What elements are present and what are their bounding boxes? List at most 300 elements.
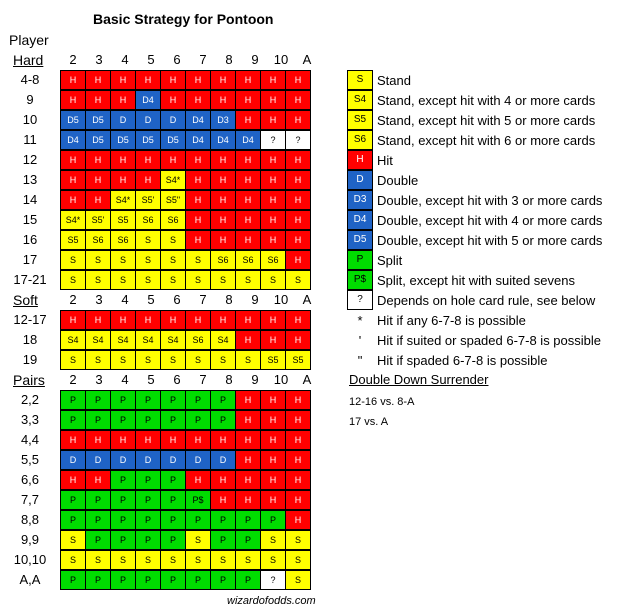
strategy-cell: P bbox=[160, 390, 186, 410]
strategy-cell: S bbox=[235, 350, 261, 370]
strategy-cell: P bbox=[110, 470, 136, 490]
strategy-cell: S bbox=[85, 550, 111, 570]
strategy-cell: S4* bbox=[110, 190, 136, 210]
strategy-cell: P bbox=[85, 530, 111, 550]
strategy-cell: H bbox=[235, 70, 261, 90]
dealer-card-label: 7 bbox=[199, 372, 207, 387]
strategy-cell: H bbox=[260, 230, 286, 250]
legend-swatch: S4 bbox=[347, 90, 373, 110]
strategy-cell: S bbox=[110, 270, 136, 290]
dealer-card-label: 3 bbox=[95, 372, 103, 387]
dealer-card-label: 6 bbox=[173, 372, 181, 387]
strategy-cell: P bbox=[135, 490, 161, 510]
strategy-cell: P bbox=[210, 530, 236, 550]
strategy-cell: S bbox=[60, 350, 86, 370]
player-hand-label: 11 bbox=[23, 132, 37, 147]
strategy-cell: S bbox=[85, 270, 111, 290]
strategy-cell: S bbox=[60, 250, 86, 270]
strategy-cell: H bbox=[85, 430, 111, 450]
strategy-cell: H bbox=[210, 230, 236, 250]
strategy-cell: H bbox=[235, 90, 261, 110]
strategy-row bbox=[60, 230, 310, 249]
strategy-cell: H bbox=[185, 190, 211, 210]
legend-text: Stand, except hit with 4 or more cards bbox=[377, 92, 596, 108]
dealer-card-label: 6 bbox=[173, 292, 181, 307]
strategy-cell: P bbox=[85, 410, 111, 430]
strategy-cell: D bbox=[135, 450, 161, 470]
strategy-cell: H bbox=[110, 430, 136, 450]
strategy-row bbox=[60, 350, 310, 369]
note-item bbox=[347, 350, 548, 370]
strategy-cell: S5 bbox=[60, 230, 86, 250]
strategy-cell: H bbox=[210, 150, 236, 170]
legend-text: Double, except hit with 5 or more cards bbox=[377, 232, 603, 248]
dealer-card-label: 2 bbox=[69, 372, 77, 387]
strategy-cell: P bbox=[135, 510, 161, 530]
soft-section-label: Soft bbox=[13, 292, 38, 308]
strategy-cell: H bbox=[210, 210, 236, 230]
strategy-cell: H bbox=[235, 170, 261, 190]
strategy-cell: P bbox=[60, 490, 86, 510]
strategy-cell: P bbox=[60, 510, 86, 530]
strategy-cell: S bbox=[260, 530, 286, 550]
strategy-cell: S6 bbox=[260, 250, 286, 270]
player-hand-label: A,A bbox=[19, 572, 41, 587]
strategy-row bbox=[60, 490, 310, 509]
note-item bbox=[347, 310, 526, 330]
hard-section-label: Hard bbox=[13, 52, 44, 68]
strategy-cell: S bbox=[110, 550, 136, 570]
strategy-row bbox=[60, 450, 310, 469]
legend-swatch: ? bbox=[347, 290, 373, 310]
legend-swatch: S6 bbox=[347, 130, 373, 150]
strategy-cell: D4 bbox=[210, 130, 236, 150]
strategy-cell: D4 bbox=[185, 110, 211, 130]
player-hand-label: 2,2 bbox=[20, 392, 40, 407]
strategy-cell: P bbox=[135, 470, 161, 490]
legend-item bbox=[347, 230, 602, 250]
legend-swatch: D5 bbox=[347, 230, 373, 250]
dealer-card-label: 2 bbox=[69, 52, 77, 67]
legend-text: Hit bbox=[377, 152, 393, 168]
strategy-cell: P bbox=[210, 510, 236, 530]
dealer-card-label: 3 bbox=[95, 52, 103, 67]
strategy-row bbox=[60, 90, 310, 109]
strategy-cell: S bbox=[85, 250, 111, 270]
strategy-cell: S bbox=[160, 550, 186, 570]
strategy-cell: D bbox=[160, 110, 186, 130]
strategy-cell: H bbox=[285, 190, 311, 210]
legend-item bbox=[347, 210, 602, 230]
dealer-card-label: 8 bbox=[225, 372, 233, 387]
strategy-cell: P bbox=[135, 390, 161, 410]
strategy-cell: H bbox=[285, 230, 311, 250]
strategy-cell: H bbox=[260, 70, 286, 90]
strategy-cell: S5 bbox=[260, 350, 286, 370]
player-label: Player bbox=[9, 32, 49, 48]
strategy-cell: D bbox=[185, 450, 211, 470]
strategy-cell: D4 bbox=[135, 90, 161, 110]
strategy-cell: H bbox=[210, 190, 236, 210]
player-hand-label: 14 bbox=[22, 192, 38, 207]
strategy-cell: P bbox=[185, 510, 211, 530]
player-hand-label: 7,7 bbox=[20, 492, 40, 507]
strategy-cell: S6 bbox=[135, 210, 161, 230]
strategy-cell: H bbox=[285, 390, 311, 410]
strategy-cell: H bbox=[285, 250, 311, 270]
player-hand-label: 17-21 bbox=[13, 272, 47, 287]
dealer-card-label: 5 bbox=[147, 52, 155, 67]
strategy-cell: H bbox=[60, 70, 86, 90]
strategy-cell: H bbox=[185, 170, 211, 190]
strategy-cell: P bbox=[135, 570, 161, 590]
strategy-cell: S4 bbox=[60, 330, 86, 350]
strategy-cell: P bbox=[60, 570, 86, 590]
strategy-cell: H bbox=[135, 170, 161, 190]
legend-item bbox=[347, 150, 393, 170]
dealer-header-pairs bbox=[60, 370, 320, 390]
strategy-cell: P bbox=[260, 510, 286, 530]
strategy-cell: S bbox=[285, 570, 311, 590]
strategy-cell: S6 bbox=[185, 330, 211, 350]
strategy-cell: P bbox=[160, 490, 186, 510]
strategy-cell: P bbox=[160, 530, 186, 550]
strategy-cell: P bbox=[110, 390, 136, 410]
dealer-card-label: A bbox=[302, 372, 312, 387]
strategy-cell: D5 bbox=[60, 110, 86, 130]
strategy-cell: H bbox=[135, 70, 161, 90]
strategy-cell: H bbox=[135, 150, 161, 170]
dealer-card-label: 9 bbox=[251, 372, 259, 387]
legend-swatch: H bbox=[347, 150, 373, 170]
strategy-cell: P bbox=[210, 570, 236, 590]
strategy-cell: D bbox=[110, 450, 136, 470]
strategy-cell: H bbox=[235, 430, 261, 450]
strategy-row bbox=[60, 570, 310, 589]
dealer-card-label: 5 bbox=[147, 372, 155, 387]
dealer-header-hard bbox=[60, 50, 320, 70]
strategy-cell: H bbox=[260, 90, 286, 110]
player-hand-label: 4,4 bbox=[20, 432, 40, 447]
strategy-cell: H bbox=[185, 470, 211, 490]
strategy-cell: P bbox=[110, 530, 136, 550]
strategy-cell: H bbox=[260, 410, 286, 430]
player-hand-label: 4-8 bbox=[20, 72, 40, 87]
strategy-row bbox=[60, 70, 310, 89]
strategy-cell: H bbox=[210, 90, 236, 110]
strategy-cell: D5 bbox=[85, 110, 111, 130]
dealer-card-label: 4 bbox=[121, 52, 129, 67]
strategy-cell: H bbox=[260, 310, 286, 330]
legend-item bbox=[347, 170, 418, 190]
strategy-cell: H bbox=[235, 150, 261, 170]
dealer-card-label: 10 bbox=[273, 52, 289, 67]
note-text: Hit if any 6-7-8 is possible bbox=[377, 312, 526, 328]
legend-item bbox=[347, 190, 602, 210]
dealer-card-label: A bbox=[302, 52, 312, 67]
strategy-cell: H bbox=[185, 310, 211, 330]
player-hand-label: 18 bbox=[22, 332, 38, 347]
strategy-cell: P bbox=[185, 410, 211, 430]
strategy-cell: S bbox=[160, 350, 186, 370]
strategy-cell: H bbox=[260, 470, 286, 490]
strategy-cell: D5 bbox=[110, 130, 136, 150]
strategy-row bbox=[60, 130, 310, 149]
strategy-cell: S bbox=[60, 530, 86, 550]
player-hand-label: 6,6 bbox=[20, 472, 40, 487]
strategy-cell: S bbox=[60, 550, 86, 570]
strategy-cell: S6 bbox=[110, 230, 136, 250]
strategy-cell: P bbox=[60, 410, 86, 430]
dealer-card-label: 7 bbox=[199, 52, 207, 67]
strategy-cell: D4 bbox=[60, 130, 86, 150]
legend-item bbox=[347, 250, 402, 270]
strategy-cell: H bbox=[185, 430, 211, 450]
strategy-cell: S bbox=[160, 270, 186, 290]
strategy-cell: S5" bbox=[160, 190, 186, 210]
strategy-cell: P bbox=[135, 410, 161, 430]
strategy-cell: H bbox=[210, 310, 236, 330]
player-hand-label: 3,3 bbox=[20, 412, 40, 427]
legend-item bbox=[347, 90, 595, 110]
player-hand-label: 10,10 bbox=[13, 552, 47, 567]
strategy-cell: P bbox=[185, 390, 211, 410]
strategy-cell: H bbox=[285, 410, 311, 430]
strategy-cell: P bbox=[160, 410, 186, 430]
strategy-cell: S5' bbox=[85, 210, 111, 230]
strategy-row bbox=[60, 250, 310, 269]
strategy-cell: H bbox=[160, 150, 186, 170]
strategy-cell: S bbox=[285, 270, 311, 290]
strategy-row bbox=[60, 390, 310, 409]
strategy-cell: H bbox=[235, 190, 261, 210]
strategy-cell: D bbox=[210, 450, 236, 470]
strategy-cell: P$ bbox=[185, 490, 211, 510]
strategy-cell: S bbox=[210, 350, 236, 370]
strategy-cell: S bbox=[135, 550, 161, 570]
strategy-cell: S bbox=[210, 270, 236, 290]
strategy-cell: S bbox=[260, 550, 286, 570]
player-hand-label: 15 bbox=[22, 212, 38, 227]
strategy-cell: S4* bbox=[60, 210, 86, 230]
player-hand-label: 17 bbox=[22, 252, 38, 267]
strategy-cell: P bbox=[210, 410, 236, 430]
strategy-cell: H bbox=[185, 150, 211, 170]
strategy-cell: D bbox=[135, 110, 161, 130]
strategy-row bbox=[60, 550, 310, 569]
strategy-cell: S bbox=[60, 270, 86, 290]
strategy-cell: ? bbox=[285, 130, 311, 150]
surrender-title: Double Down Surrender bbox=[349, 372, 489, 387]
strategy-cell: S6 bbox=[85, 230, 111, 250]
strategy-cell: H bbox=[260, 450, 286, 470]
dealer-card-label: 2 bbox=[69, 292, 77, 307]
strategy-cell: P bbox=[110, 510, 136, 530]
strategy-cell: S bbox=[160, 250, 186, 270]
dealer-card-label: 4 bbox=[121, 292, 129, 307]
strategy-cell: S4 bbox=[135, 330, 161, 350]
strategy-cell: H bbox=[210, 470, 236, 490]
strategy-cell: H bbox=[260, 490, 286, 510]
strategy-row bbox=[60, 470, 310, 489]
strategy-cell: H bbox=[60, 310, 86, 330]
strategy-cell: P bbox=[60, 390, 86, 410]
strategy-cell: D bbox=[160, 450, 186, 470]
strategy-cell: H bbox=[260, 430, 286, 450]
strategy-cell: S bbox=[235, 550, 261, 570]
strategy-cell: H bbox=[85, 150, 111, 170]
strategy-cell: H bbox=[60, 430, 86, 450]
legend-text: Depends on hole card rule, see below bbox=[377, 292, 596, 308]
strategy-cell: H bbox=[235, 110, 261, 130]
strategy-cell: H bbox=[260, 390, 286, 410]
legend-swatch: D3 bbox=[347, 190, 373, 210]
strategy-cell: P bbox=[235, 570, 261, 590]
strategy-cell: S bbox=[185, 250, 211, 270]
dealer-card-label: 6 bbox=[173, 52, 181, 67]
legend-swatch: D bbox=[347, 170, 373, 190]
strategy-cell: D5 bbox=[135, 130, 161, 150]
strategy-cell: S5 bbox=[285, 350, 311, 370]
strategy-cell: S5 bbox=[110, 210, 136, 230]
strategy-cell: H bbox=[235, 490, 261, 510]
strategy-cell: H bbox=[235, 470, 261, 490]
strategy-cell: H bbox=[260, 210, 286, 230]
strategy-cell: S bbox=[135, 230, 161, 250]
legend-text: Split, except hit with suited sevens bbox=[377, 272, 575, 288]
strategy-cell: H bbox=[185, 90, 211, 110]
page-title: Basic Strategy for Pontoon bbox=[93, 11, 274, 27]
strategy-cell: ? bbox=[260, 130, 286, 150]
strategy-cell: S bbox=[285, 530, 311, 550]
strategy-cell: P bbox=[85, 570, 111, 590]
strategy-cell: H bbox=[260, 110, 286, 130]
strategy-cell: H bbox=[85, 90, 111, 110]
strategy-row bbox=[60, 170, 310, 189]
strategy-cell: S4 bbox=[85, 330, 111, 350]
legend-item bbox=[347, 270, 575, 290]
strategy-cell: H bbox=[85, 170, 111, 190]
strategy-cell: H bbox=[110, 90, 136, 110]
strategy-cell: S bbox=[135, 250, 161, 270]
strategy-cell: H bbox=[260, 190, 286, 210]
strategy-cell: H bbox=[235, 410, 261, 430]
strategy-cell: H bbox=[110, 170, 136, 190]
strategy-cell: H bbox=[60, 90, 86, 110]
strategy-cell: P bbox=[235, 510, 261, 530]
strategy-cell: H bbox=[60, 170, 86, 190]
strategy-cell: S bbox=[235, 270, 261, 290]
strategy-cell: H bbox=[235, 210, 261, 230]
strategy-cell: H bbox=[85, 70, 111, 90]
strategy-cell: H bbox=[285, 330, 311, 350]
note-symbol: * bbox=[357, 312, 363, 328]
dealer-card-label: 9 bbox=[251, 292, 259, 307]
strategy-cell: S bbox=[110, 350, 136, 370]
strategy-row bbox=[60, 270, 310, 289]
strategy-cell: H bbox=[285, 170, 311, 190]
legend-text: Stand, except hit with 6 or more cards bbox=[377, 132, 596, 148]
strategy-cell: H bbox=[185, 210, 211, 230]
strategy-cell: S bbox=[185, 530, 211, 550]
strategy-cell: P bbox=[110, 410, 136, 430]
legend-text: Double bbox=[377, 172, 419, 188]
player-hand-label: 19 bbox=[22, 352, 38, 367]
strategy-cell: P bbox=[185, 570, 211, 590]
strategy-cell: P bbox=[160, 570, 186, 590]
strategy-cell: D4 bbox=[235, 130, 261, 150]
strategy-cell: S5' bbox=[135, 190, 161, 210]
strategy-cell: P bbox=[135, 530, 161, 550]
legend-swatch: S bbox=[347, 70, 373, 90]
strategy-row bbox=[60, 510, 310, 529]
strategy-cell: D5 bbox=[160, 130, 186, 150]
strategy-cell: H bbox=[160, 430, 186, 450]
strategy-cell: P bbox=[210, 390, 236, 410]
dealer-card-label: A bbox=[302, 292, 312, 307]
strategy-cell: H bbox=[285, 70, 311, 90]
player-hand-label: 12-17 bbox=[13, 312, 47, 327]
strategy-cell: H bbox=[235, 450, 261, 470]
dealer-card-label: 8 bbox=[225, 292, 233, 307]
strategy-cell: P bbox=[85, 390, 111, 410]
strategy-cell: H bbox=[285, 450, 311, 470]
strategy-cell: D bbox=[60, 450, 86, 470]
strategy-row bbox=[60, 330, 310, 349]
player-hand-label: 10 bbox=[22, 112, 38, 127]
dealer-card-label: 7 bbox=[199, 292, 207, 307]
strategy-cell: H bbox=[235, 330, 261, 350]
strategy-cell: H bbox=[260, 150, 286, 170]
strategy-cell: H bbox=[60, 470, 86, 490]
strategy-row bbox=[60, 210, 310, 229]
player-hand-label: 8,8 bbox=[20, 512, 40, 527]
player-hand-label: 13 bbox=[22, 172, 38, 187]
strategy-cell: H bbox=[135, 430, 161, 450]
strategy-cell: H bbox=[110, 150, 136, 170]
strategy-cell: H bbox=[285, 430, 311, 450]
legend-item bbox=[347, 70, 411, 90]
strategy-cell: H bbox=[210, 490, 236, 510]
strategy-cell: S bbox=[185, 270, 211, 290]
strategy-cell: H bbox=[110, 310, 136, 330]
strategy-cell: S bbox=[185, 550, 211, 570]
note-text: Hit if spaded 6-7-8 is possible bbox=[377, 352, 548, 368]
strategy-cell: S4 bbox=[210, 330, 236, 350]
strategy-cell: P bbox=[85, 490, 111, 510]
strategy-cell: S bbox=[135, 350, 161, 370]
dealer-card-label: 4 bbox=[121, 372, 129, 387]
strategy-cell: H bbox=[285, 510, 311, 530]
strategy-cell: H bbox=[285, 490, 311, 510]
strategy-cell: S bbox=[135, 270, 161, 290]
strategy-cell: P bbox=[110, 570, 136, 590]
strategy-cell: H bbox=[110, 70, 136, 90]
strategy-row bbox=[60, 190, 310, 209]
legend-swatch: P$ bbox=[347, 270, 373, 290]
strategy-cell: S bbox=[285, 550, 311, 570]
strategy-cell: H bbox=[285, 110, 311, 130]
strategy-cell: H bbox=[160, 70, 186, 90]
strategy-cell: H bbox=[185, 70, 211, 90]
player-hand-label: 9 bbox=[26, 92, 34, 107]
legend-text: Split bbox=[377, 252, 403, 268]
strategy-cell: P bbox=[110, 490, 136, 510]
strategy-cell: H bbox=[210, 430, 236, 450]
strategy-cell: P bbox=[160, 510, 186, 530]
strategy-cell: H bbox=[60, 190, 86, 210]
legend-text: Stand, except hit with 5 or more cards bbox=[377, 112, 596, 128]
